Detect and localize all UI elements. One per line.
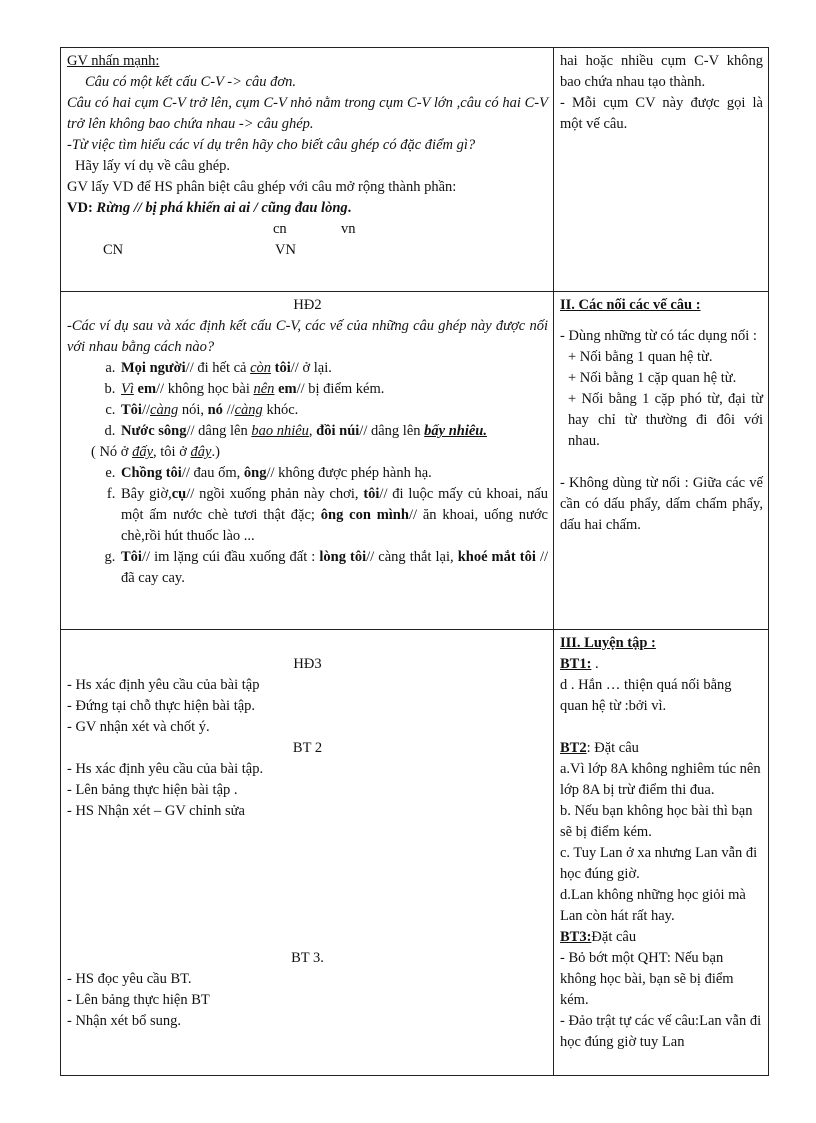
predicate: // càng thắt lại, — [366, 549, 458, 565]
adverbial: Bây giờ, — [121, 486, 172, 502]
exercise-title: BT 2 — [292, 740, 323, 756]
connector: càng — [234, 402, 263, 418]
vn-small-label: vn — [341, 221, 356, 237]
cn-small-label: cn — [273, 221, 287, 237]
activity-step: - HS đọc yêu cầu BT. — [67, 971, 192, 987]
activity-step: - Hs xác định yêu cầu của bài tập. — [67, 761, 264, 777]
list-item — [119, 421, 548, 442]
exercise-label: BT3: — [560, 929, 592, 945]
activity-step: - Lên bảng thực hiện bài tập . — [67, 782, 238, 798]
big-labels-line — [67, 240, 548, 261]
small-labels-line — [67, 219, 548, 240]
activity-step: - Lên bảng thực hiện BT — [67, 992, 210, 1008]
separator: // — [222, 402, 235, 418]
subject: Tôi — [121, 402, 142, 418]
note-paragraph: hai hoặc nhiều cụm C-V không bao chứa nhau tạo thành. — [560, 53, 763, 90]
exercise-answer: c. Tuy Lan ở xa nhưng Lan vẫn đi học đúng giờ. — [560, 845, 758, 882]
section-heading: GV nhấn mạnh: — [67, 53, 160, 69]
question-line: -Từ việc tìm hiểu các ví dụ trên hãy cho biết câu ghép có đặc điểm gì? — [67, 137, 476, 153]
exercise-title: BT 3. — [291, 950, 324, 966]
predicate: // không học bài — [156, 381, 254, 397]
note-text: .) — [211, 444, 220, 460]
subject: Chồng tôi — [121, 465, 182, 481]
subject: nó — [207, 402, 223, 418]
connector: nên — [253, 381, 275, 397]
subject: tôi — [363, 486, 380, 502]
connector: còn — [250, 360, 272, 376]
predicate: // ăn khoai, uống nước chè,rồi hút thuốc lào ... — [121, 507, 548, 544]
subject: tôi — [271, 360, 291, 376]
example-list — [67, 358, 548, 442]
predicate: // đi hết cả — [185, 360, 251, 376]
note-text: , tôi ở — [153, 444, 191, 460]
predicate: nói, — [178, 402, 208, 418]
list-item — [119, 484, 548, 547]
exercise-label-suffix: Đặt câu — [591, 929, 637, 945]
list-item — [119, 358, 548, 379]
spacer — [67, 822, 548, 948]
activity-title: HĐ3 — [293, 656, 322, 672]
activity-step: - Đứng tại chỗ thực hiện bài tập. — [67, 698, 256, 714]
predicate: // bị điểm kém. — [296, 381, 385, 397]
activity-step: - Hs xác định yêu cầu của bài tập — [67, 677, 260, 693]
connector: bấy nhiêu. — [424, 423, 487, 439]
subject: Tôi — [121, 549, 142, 565]
activity-step: - Nhận xét bổ sung. — [67, 1013, 181, 1029]
example-dot: . — [347, 200, 352, 216]
subject: Nước sông — [121, 423, 187, 439]
subject: em — [274, 381, 297, 397]
activity-title: HĐ2 — [293, 297, 322, 313]
table-row — [61, 48, 769, 292]
table-row — [61, 630, 769, 1076]
spacer — [67, 633, 548, 654]
subject: ông con mình — [320, 507, 409, 523]
activity-intro: -Các ví dụ sau và xác định kết cấu C-V, các vế của những câu ghép này được nối với nhau bằng cách nào? — [67, 318, 548, 355]
note-paragraph: - Mỗi cụm CV này được gọi là một vế câu. — [560, 95, 763, 132]
separator: // — [141, 402, 151, 418]
exercise-label-suffix: . — [591, 656, 599, 672]
predicate: // ở lại. — [290, 360, 332, 376]
example-line — [67, 198, 548, 219]
example-note — [67, 442, 548, 463]
subject: lòng tôi — [319, 549, 367, 565]
predicate: // im lặng cúi đầu xuống đất : — [141, 549, 320, 565]
row2-left-cell — [61, 292, 554, 630]
exercise-answer: a.Vì lớp 8A không nghiêm túc nên lớp 8A bị trừ điểm thi đua. — [560, 761, 761, 798]
spacer — [560, 316, 763, 326]
subject: ông — [243, 465, 267, 481]
section-title: III. Luyện tập : — [560, 635, 656, 651]
exercise-answer: d.Lan không những học giỏi mà Lan còn hát rất hay. — [560, 887, 746, 924]
exercise-label: BT2 — [560, 740, 587, 756]
note-text: ( Nó ở — [91, 444, 133, 460]
note-line: Câu có hai cụm C-V trở lên, cụm C-V nhỏ nằm trong cụm C-V lớn ,câu có hai C-V trở lên không bao chứa nhau -> câu ghép. — [67, 95, 548, 132]
list-item — [119, 463, 548, 484]
example-text: Rừng // bị phá khiến ai ai / cũng đau lòng — [96, 200, 348, 216]
subject: đồi núi — [316, 423, 360, 439]
vn-big-label: VN — [275, 242, 296, 258]
exercise-answer: - Bỏ bớt một QHT: Nếu bạn không học bài, bạn sẽ bị điểm kém. — [560, 950, 734, 1008]
predicate: // ngồi xuống phản này chơi, — [186, 486, 364, 502]
connector: đấy — [132, 444, 154, 460]
row1-left-cell — [61, 48, 554, 292]
spacer — [560, 452, 763, 473]
predicate: khóc. — [262, 402, 299, 418]
exercise-heading — [560, 654, 763, 675]
predicate: // dâng lên — [359, 423, 425, 439]
rule-bullet: + Nối bằng 1 cặp quan hệ từ. — [568, 370, 737, 386]
example-label: VD: — [67, 200, 93, 216]
task-line: GV lấy VD để HS phân biệt câu ghép với câu mở rộng thành phần: — [67, 179, 457, 195]
list-item — [119, 400, 548, 421]
predicate: // dâng lên — [186, 423, 252, 439]
row1-right-cell — [554, 48, 769, 292]
spacer — [560, 717, 763, 738]
subject: cụ — [171, 486, 187, 502]
task-line: Hãy lấy ví dụ về câu ghép. — [75, 158, 231, 174]
activity-step: - HS Nhận xét – GV chỉnh sửa — [67, 803, 245, 819]
subject: khoé mắt tôi — [457, 549, 536, 565]
rule-bullet: + Nối bằng 1 cặp phó từ, đại từ hay chỉ từ thường đi đôi với nhau. — [568, 391, 763, 449]
rule-paragraph: - Dùng những từ có tác dụng nối : — [560, 328, 757, 344]
rule-paragraph: - Không dùng từ nối : Giữa các vế cần có dấu phẩy, dấm chấm phẩy, dấu hai chấm. — [560, 475, 763, 533]
list-item — [119, 547, 548, 589]
section-title: II. Các nối các vế câu : — [560, 297, 701, 313]
exercise-answer: b. Nếu bạn không học bài thì bạn sẽ bị điểm kém. — [560, 803, 753, 840]
row3-left-cell — [61, 630, 554, 1076]
predicate: // đi luộc mấy củ khoai, nấu một ấm nước chè tươi thật đặc; — [121, 486, 548, 523]
cn-big-label: CN — [103, 242, 124, 258]
connector: càng — [150, 402, 179, 418]
predicate: // không được phép hành hạ. — [266, 465, 432, 481]
subject: em — [133, 381, 157, 397]
exercise-label-suffix: : Đặt câu — [586, 740, 639, 756]
exercise-heading — [560, 738, 763, 759]
exercise-answer: - Đảo trật tự các vế câu:Lan vẫn đi học đúng giờ tuy Lan — [560, 1013, 762, 1050]
exercise-answer: d . Hắn … thiện quá nối bằng quan hệ từ :bởi vì. — [560, 677, 732, 714]
table-row — [61, 292, 769, 630]
subject: Mọi người — [121, 360, 186, 376]
connector: bao nhiêu — [251, 423, 309, 439]
connector: Vì — [121, 381, 134, 397]
separator: , — [308, 423, 317, 439]
row2-right-cell — [554, 292, 769, 630]
predicate: // đau ốm, — [181, 465, 244, 481]
note-line: Câu có một kết cấu C-V -> câu đơn. — [85, 74, 296, 90]
connector: đây — [190, 444, 212, 460]
exercise-label: BT1: — [560, 656, 592, 672]
predicate: //đã cay cay. — [121, 549, 549, 586]
activity-step: - GV nhận xét và chốt ý. — [67, 719, 210, 735]
rule-bullet: + Nối bằng 1 quan hệ từ. — [568, 349, 713, 365]
lesson-table — [60, 47, 769, 1076]
example-list — [67, 463, 548, 589]
exercise-heading — [560, 927, 763, 948]
list-item — [119, 379, 548, 400]
row3-right-cell — [554, 630, 769, 1076]
